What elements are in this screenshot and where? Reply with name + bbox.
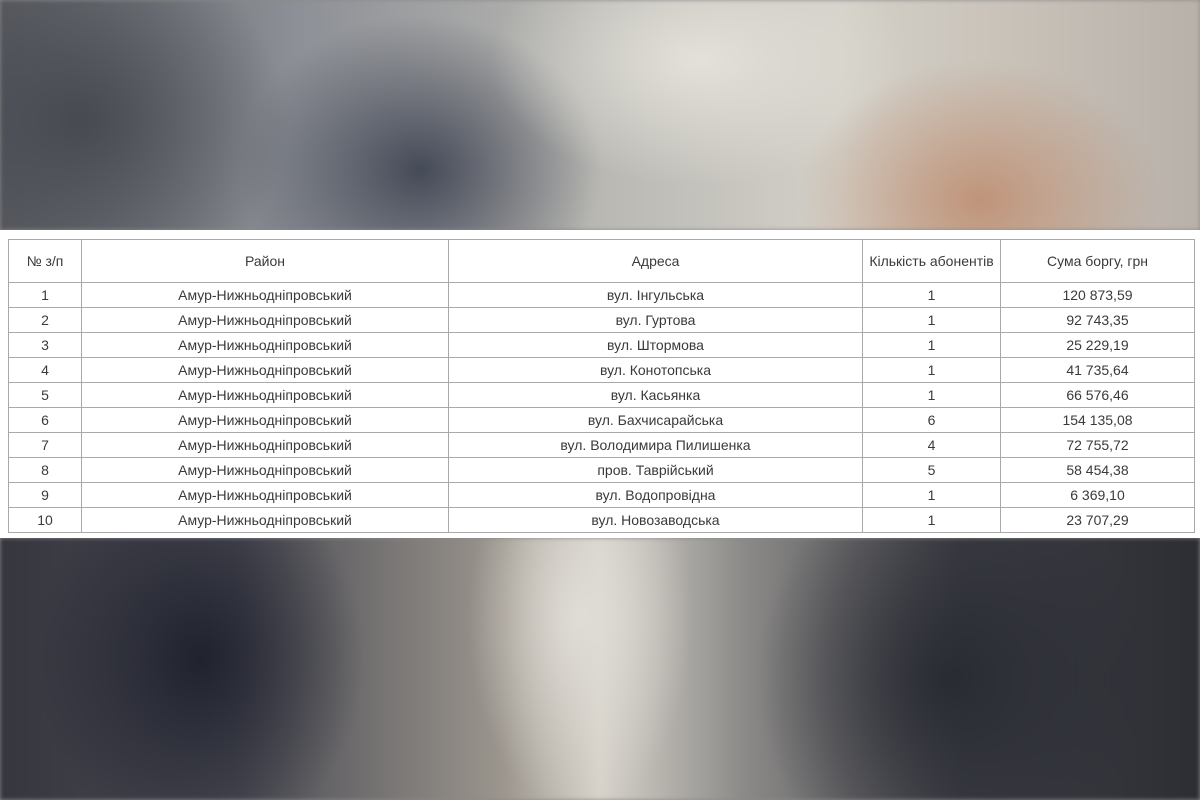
- cell-subscribers: 1: [863, 333, 1001, 358]
- cell-district: Амур-Нижньодніпровський: [82, 508, 449, 533]
- table-row: [9, 383, 1195, 408]
- cell-debt-sum: 154 135,08: [1001, 408, 1195, 433]
- cell-debt-sum: 92 743,35: [1001, 308, 1195, 333]
- table-row: [9, 333, 1195, 358]
- blurred-background-photo-top: [0, 0, 1200, 230]
- cell-subscribers: 4: [863, 433, 1001, 458]
- cell-number: 4: [9, 358, 82, 383]
- cell-number: 7: [9, 433, 82, 458]
- table-row: [9, 408, 1195, 433]
- cell-address: вул. Новозаводська: [449, 508, 863, 533]
- cell-district: Амур-Нижньодніпровський: [82, 283, 449, 308]
- cell-number: 5: [9, 383, 82, 408]
- cell-subscribers: 1: [863, 283, 1001, 308]
- cell-district: Амур-Нижньодніпровський: [82, 308, 449, 333]
- cell-address: вул. Володимира Пилишенка: [449, 433, 863, 458]
- table-row: [9, 483, 1195, 508]
- cell-district: Амур-Нижньодніпровський: [82, 383, 449, 408]
- cell-debt-sum: 41 735,64: [1001, 358, 1195, 383]
- cell-address: вул. Інгульська: [449, 283, 863, 308]
- table-row: [9, 283, 1195, 308]
- cell-number: 1: [9, 283, 82, 308]
- cell-debt-sum: 66 576,46: [1001, 383, 1195, 408]
- table-panel: [0, 230, 1200, 538]
- cell-subscribers: 1: [863, 508, 1001, 533]
- cell-debt-sum: 6 369,10: [1001, 483, 1195, 508]
- cell-address: вул. Штормова: [449, 333, 863, 358]
- cell-subscribers: 1: [863, 483, 1001, 508]
- cell-debt-sum: 58 454,38: [1001, 458, 1195, 483]
- debt-table: [8, 239, 1195, 533]
- cell-subscribers: 1: [863, 308, 1001, 333]
- cell-district: Амур-Нижньодніпровський: [82, 458, 449, 483]
- cell-address: вул. Конотопська: [449, 358, 863, 383]
- header-subscribers: Кількість абонентів: [863, 240, 1001, 283]
- table-row: [9, 458, 1195, 483]
- cell-debt-sum: 72 755,72: [1001, 433, 1195, 458]
- cell-district: Амур-Нижньодніпровський: [82, 483, 449, 508]
- cell-number: 2: [9, 308, 82, 333]
- cell-number: 8: [9, 458, 82, 483]
- cell-address: вул. Гуртова: [449, 308, 863, 333]
- cell-subscribers: 6: [863, 408, 1001, 433]
- cell-debt-sum: 120 873,59: [1001, 283, 1195, 308]
- cell-debt-sum: 25 229,19: [1001, 333, 1195, 358]
- cell-district: Амур-Нижньодніпровський: [82, 358, 449, 383]
- header-district: Район: [82, 240, 449, 283]
- table-row: [9, 358, 1195, 383]
- cell-address: пров. Таврійський: [449, 458, 863, 483]
- cell-subscribers: 1: [863, 383, 1001, 408]
- cell-district: Амур-Нижньодніпровський: [82, 433, 449, 458]
- table-row: [9, 433, 1195, 458]
- cell-district: Амур-Нижньодніпровський: [82, 408, 449, 433]
- cell-number: 3: [9, 333, 82, 358]
- cell-number: 6: [9, 408, 82, 433]
- cell-number: 9: [9, 483, 82, 508]
- header-debt-sum: Сума боргу, грн: [1001, 240, 1195, 283]
- cell-address: вул. Бахчисарайська: [449, 408, 863, 433]
- header-number: № з/п: [9, 240, 82, 283]
- cell-district: Амур-Нижньодніпровський: [82, 333, 449, 358]
- table-header-row: [9, 240, 1195, 283]
- cell-number: 10: [9, 508, 82, 533]
- cell-subscribers: 5: [863, 458, 1001, 483]
- blurred-background-photo-bottom: [0, 538, 1200, 800]
- cell-subscribers: 1: [863, 358, 1001, 383]
- cell-address: вул. Касьянка: [449, 383, 863, 408]
- table-row: [9, 308, 1195, 333]
- header-address: Адреса: [449, 240, 863, 283]
- cell-debt-sum: 23 707,29: [1001, 508, 1195, 533]
- cell-address: вул. Водопровідна: [449, 483, 863, 508]
- table-row: [9, 508, 1195, 533]
